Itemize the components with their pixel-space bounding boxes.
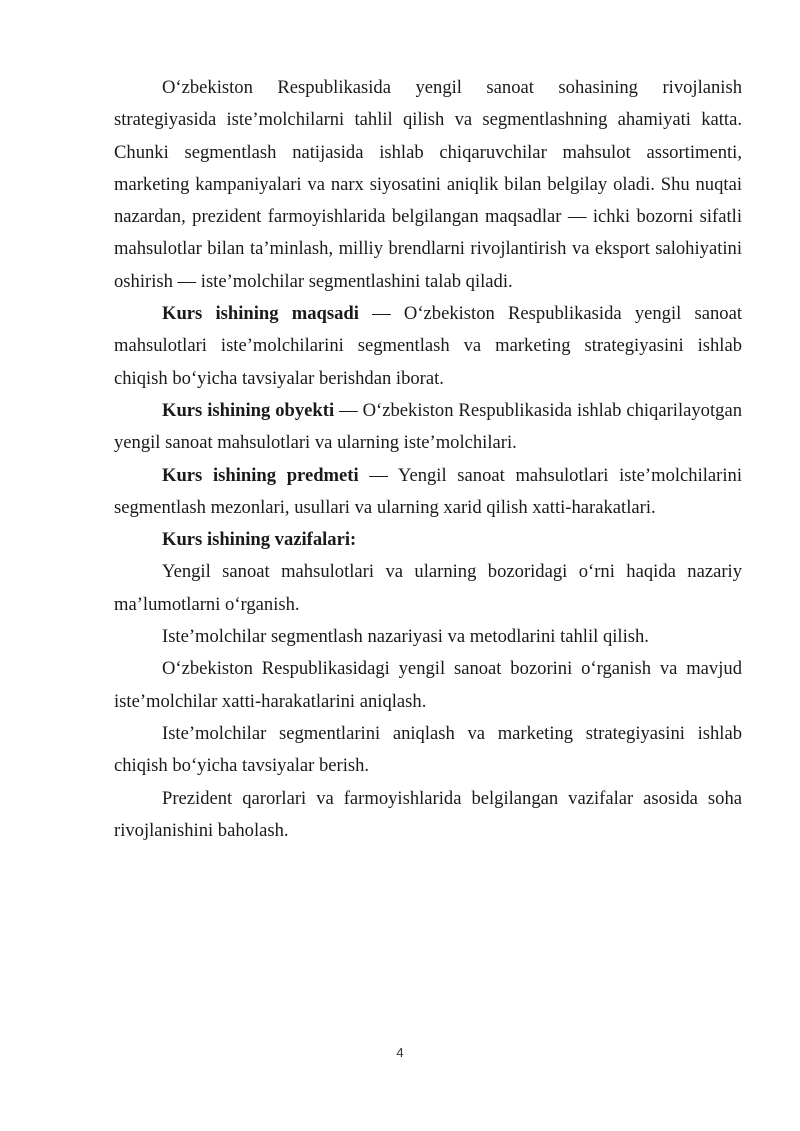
goal-text: — O‘zbekiston Respublikasida yengil sanoat mahsulotlari iste’molchilarini segmentlash va marketing strategiyasini ishlab chiqish bo‘yicha tavsiyalar berishdan iborat. bbox=[114, 303, 742, 389]
goal-paragraph bbox=[114, 298, 742, 395]
page-number: 4 bbox=[396, 1045, 404, 1060]
document-body bbox=[114, 72, 742, 847]
intro-paragraph: O‘zbekiston Respublikasida yengil sanoat sohasining rivojlanish strategiyasida iste’molchilarni tahlil qilish va segmentlashning ahamiyati katta. Chunki segmentlash natijasida ishlab chiqaruvchilar mahsulot assortimenti, marketing kampaniyalari va narx siyosatini aniqlik bilan belgilay oladi. Shu nuqtai nazardan, prezident farmoyishlarida belgilangan maqsadlar — ichki bozorni sifatli mahsulotlar bilan ta’minlash, milliy brendlarni rivojlantirish va eksport salohiyatini oshirish — iste’molchilar segmentlashini talab qiladi. bbox=[114, 77, 742, 292]
object-text: — O‘zbekiston Respublikasida ishlab chiqarilayotgan yengil sanoat mahsulotlari va ularning iste’molchilari. bbox=[114, 399, 742, 454]
subject-paragraph bbox=[114, 460, 742, 525]
subject-text: — Yengil sanoat mahsulotlari iste’molchilarini segmentlash mezonlari, usullari va ularning xarid qilish xatti-harakatlari. bbox=[114, 464, 742, 518]
task-item: O‘zbekiston Respublikasidagi yengil sanoat bozorini o‘rganish va mavjud iste’molchilar xatti-harakatlarini aniqlash. bbox=[114, 658, 742, 712]
object-paragraph bbox=[114, 395, 742, 460]
subject-term: Kurs ishining predmeti bbox=[162, 464, 359, 486]
tasks-heading: Kurs ishining vazifalari: bbox=[162, 529, 357, 551]
task-item: Iste’molchilar segmentlarini aniqlash va marketing strategiyasini ishlab chiqish bo‘yicha tavsiyalar berish. bbox=[114, 722, 742, 777]
object-term: Kurs ishining obyekti bbox=[162, 399, 335, 421]
task-item: Prezident qarorlari va farmoyishlarida belgilangan vazifalar asosida soha rivojlanishini baholash. bbox=[114, 787, 742, 841]
task-item: Iste’molchilar segmentlash nazariyasi va metodlarini tahlil qilish. bbox=[162, 626, 649, 648]
goal-term: Kurs ishining maqsadi bbox=[162, 303, 359, 325]
task-item: Yengil sanoat mahsulotlari va ularning bozoridagi o‘rni haqida nazariy ma’lumotlarni o‘rganish. bbox=[114, 561, 742, 615]
